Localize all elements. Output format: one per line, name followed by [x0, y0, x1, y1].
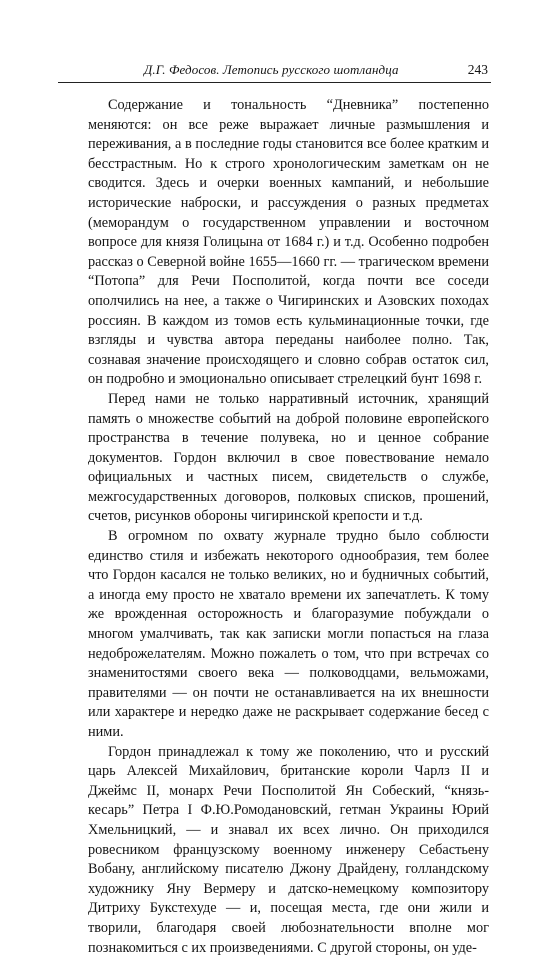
paragraph: Гордон принадлежал к тому же поколению, что и русский царь Алексей Михайлович, британские короли Чарлз II и Джеймс II, монарх Речи Посполитой Ян Собеский, “князь-кесарь” Петра I Ф.Ю.Ромодановский, гетман Украины Юрий Хмельницкий, — и знавал их всех лично. Он приходился ровесником французскому военному инженеру Себастьену Вобану, английскому писателю Джону Драйдену, голландскому художнику Яну Вермеру и датско-немецкому композитору Дитриху Букстехуде — и, посещая места, где они жили и творили, благодаря своей любознательности вполне мог познакомиться с их произведениями. С другой стороны, он уде-	[88, 743, 489, 956]
body-text	[88, 96, 489, 958]
page-number: 243	[467, 62, 488, 77]
paragraph: Содержание и тональность “Дневника” постепенно меняются: он все реже выражает личные размышления и переживания, а в последние годы становится все более кратким и бесстрастным. Но к строго хронологическим заметкам он не сводится. Здесь и очерки военных кампаний, и небольшие исторические наброски, и рассуждения о разных предметах (меморандум о государственном управлении и восточном вопросе для князя Голицына от 1684 г.) и т.д. Особенно подробен рассказ о Северной войне 1655—1660 гг. — трагическом времени “Потопа” для Речи Посполитой, когда почти все соседи ополчились на нее, а также о Чигиринских и Азовских походах россиян. В каждом из томов есть кульминационные точки, где взгляды и чувства автора переданы наиболее полно. Так, сознавая значение происходящего и словно собрав остаток сил, он подробно и эмоционально описывает стрелецкий бунт 1698 г.	[88, 97, 489, 388]
page-header	[58, 58, 491, 83]
paragraph: В огромном по охвату журнале трудно было соблюсти единство стиля и избежать некоторого однообразия, тем более что Гордон касался не только великих, но и будничных событий, а иногда ему просто не хватало времени их запечатлеть. К тому же врожденная осторожность и благоразумие побуждали о многом умалчивать, так как записки могли попасться на глаза недоброжелателям. Можно пожалеть о том, что при встречах со знаменитостями своего века — полководцами, вельможами, правителями — он почти не останавливается на их внешности или характере и нередко даже не раскрывает содержание бесед с ними.	[88, 528, 489, 740]
paragraph: Перед нами не только нарративный источник, хранящий память о множестве событий на доброй половине европейского пространства в течение полувека, но и ценное собрание документов. Гордон включил в свое повествование немало официальных и частных писем, свидетельств о службе, межгосударственных договоров, полковых списков, прошений, счетов, рисунков обороны чигиринской крепости и т.д.	[88, 390, 489, 525]
running-title: Д.Г. Федосов. Летопись русского шотландца	[144, 62, 399, 77]
